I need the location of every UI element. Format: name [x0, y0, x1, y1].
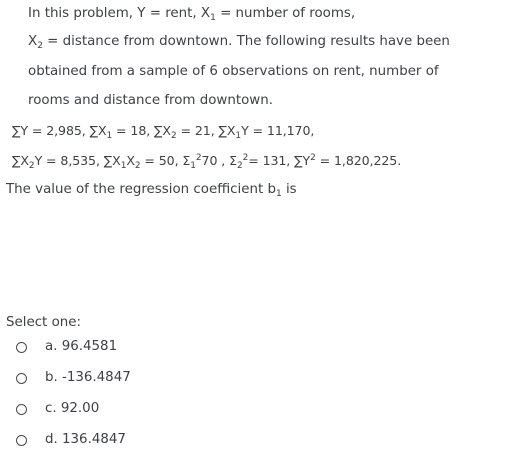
answer-option-a[interactable]: [16, 336, 117, 358]
radio-button-a[interactable]: [16, 342, 27, 353]
answer-option-c[interactable]: [16, 398, 99, 420]
summary-statistics-line-2: $\sum X_2Y = 8,535$, $\sum X_1X_2 = 50$, $\Sigma_1^270$ , $\Sigma_2^2= 131$, $\sum Y^2 = 1,820,225$.: [12, 153, 402, 171]
question-line-2: $X_2$ = distance from downtown. The following results have been: [28, 34, 450, 51]
answer-option-d-label: d. 136.4847: [45, 432, 126, 447]
answer-option-c-label: c. 92.00: [45, 401, 100, 416]
question-line-4: rooms and distance from downtown.: [28, 93, 274, 108]
question-line-1: In this problem, Y = rent, $X_1$ = number of rooms,: [28, 6, 356, 23]
summary-statistics-line-1: ∑Y = 2,985, $\sum X_1 = 18$, $\sum X_2 = 21$, $\sum X_1Y = 11,170$,: [12, 123, 315, 141]
radio-button-d[interactable]: [16, 435, 27, 446]
answer-option-d[interactable]: [16, 429, 126, 451]
radio-button-c[interactable]: [16, 404, 27, 415]
radio-button-b[interactable]: [16, 373, 27, 384]
answer-option-b-label: b. -136.4847: [45, 370, 131, 385]
answer-option-a-label: a. 96.4581: [45, 339, 118, 354]
answer-option-b[interactable]: [16, 367, 131, 389]
question-prompt: The value of the regression coefficient $b_1$ is: [6, 182, 297, 199]
question-line-3: obtained from a sample of 6 observations on rent, number of: [28, 64, 439, 79]
select-one-label: Select one:: [6, 315, 81, 330]
